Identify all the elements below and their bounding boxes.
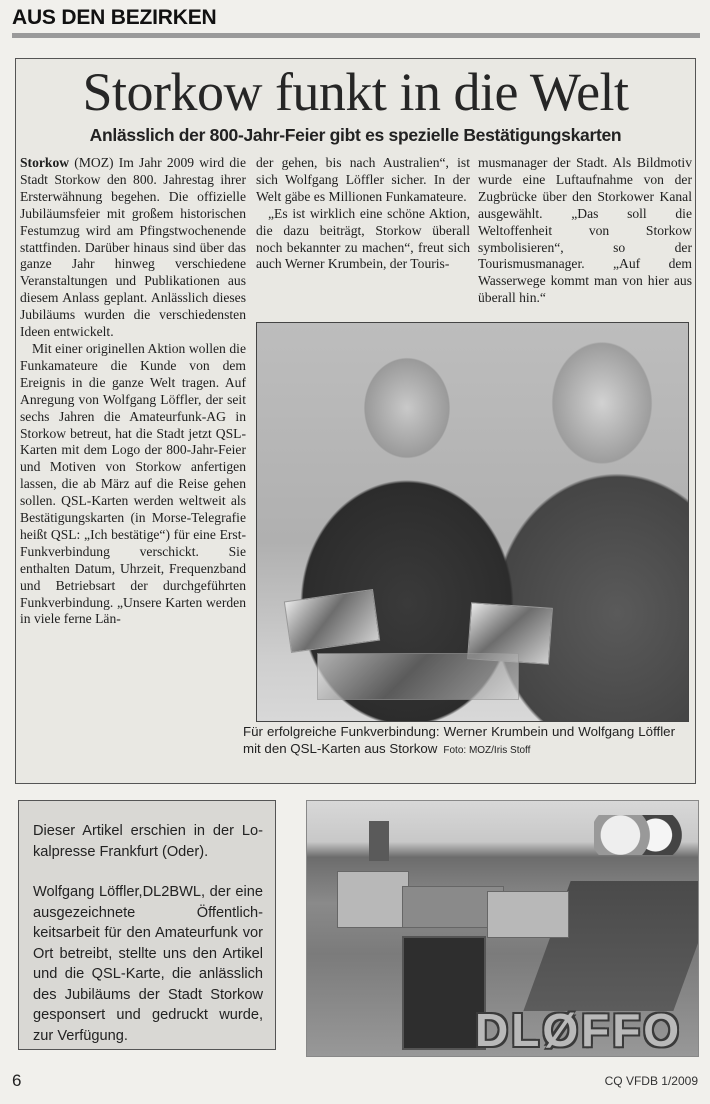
section-heading: AUS DEN BEZIRKEN bbox=[12, 6, 217, 29]
article-paragraph: der gehen, bis nach Australien“, ist sich Wolfgang Löffler sicher. In der Welt gäbe es Millionen Funkamateure. bbox=[256, 155, 470, 204]
photo-credit: Foto: MOZ/Iris Stoff bbox=[443, 745, 531, 756]
article-subheadline: Anlässlich der 800-Jahr-Feier gibt es spezielle Bestätigungskarten bbox=[89, 125, 622, 145]
drawbridge bbox=[402, 936, 486, 1050]
info-paragraph: Dieser Artikel erschien in der Lokalpresse Frankfurt (Oder). bbox=[33, 823, 263, 860]
page-number: 6 bbox=[12, 1071, 22, 1090]
caption-text: Für erfolgreiche Funkverbindung: Werner Krumbein und Wolfgang Löffler mit den QSL-Karten aus Storkow bbox=[243, 724, 675, 756]
dateline: Storkow bbox=[20, 155, 70, 170]
building bbox=[487, 891, 569, 938]
article-paragraph: Mit einer originellen Aktion wollen die Funkamateure die Kunde von dem Ereignis in die ganze Welt tragen. Auf Anregung von Wolfgang Löffler, der seit sechs Jahren die Amateurfunk-AG in Storkow betreut, hat die Stadt jetzt QSL-Karten mit dem Logo der 800-Jahr-Feier und Motiven von Storkow anfertigen lassen, die ab März auf die Reise gehen sollen. QSL-Karten werden weltweit als Bestätigungskarten (in Morse-Telegrafie heißt QSL: „Ich bestätige“) für eine Erst-Funkverbindung verschickt. Sie enthalten Datum, Uhrzeit, Frequenzband und Betriebsart der durchgeführten Funkverbindung. „Unsere Karten werden in viele ferne Län- bbox=[20, 340, 246, 627]
article-photo bbox=[256, 322, 689, 722]
article-paragraph bbox=[20, 155, 246, 341]
article-column-3 bbox=[478, 155, 692, 307]
photo-caption bbox=[243, 723, 675, 759]
journal-issue: CQ VFDB 1/2009 bbox=[604, 1074, 698, 1088]
info-paragraph: Wolfgang Löffler,DL2BWL, der eine ausgezeichnete Öffentlichkeitsarbeit für den Amateurfunk vor Ort betreibt, stellte uns den Artikel und die QSL-Karte, die anlässlich des Jubiläums der Stadt Storkow gesponsert und gedruckt wurde, zur Verfügung. bbox=[33, 884, 263, 1044]
church-tower bbox=[369, 821, 389, 861]
paragraph-text: (MOZ) Im Jahr 2009 wird die Stadt Storkow den 800. Jahrestag ihrer Ersterwähnung begehen. Die offizielle Jubiläumsfeier mit großem historischen Festumzug wird am Pfingstwochenende stattfinden. Darüber hinaus sind über das ganze Jahr hinweg verschiedene Veranstaltungen und Publikationen aus diesem Anlass geplant. Anlässlich dieses Jubiläums wurden die verschiedensten Ideen entwickelt. bbox=[20, 155, 246, 340]
article-column-1 bbox=[20, 155, 246, 628]
building bbox=[337, 871, 409, 928]
article-headline: Storkow funkt in die Welt bbox=[82, 62, 629, 122]
qsl-card-image bbox=[306, 800, 699, 1057]
info-box bbox=[18, 800, 276, 1050]
article-paragraph: musmanager der Stadt. Als Bildmotiv wurde eine Luftaufnahme von der Zugbrücke über den Storkower Kanal ausgewählt. „Das soll die Weltoffenheit von Storkow symbolisieren“, so der Tourismusmanager. „Auf dem Wasserwege kommt man von hier aus überall hin.“ bbox=[478, 155, 692, 306]
qsl-cards-on-table bbox=[317, 653, 519, 700]
section-rule bbox=[12, 33, 700, 38]
jubilee-logo-icon bbox=[594, 815, 682, 855]
article-column-2 bbox=[256, 155, 470, 273]
qsl-card-held-left bbox=[284, 589, 380, 653]
article-paragraph: „Es ist wirklich eine schöne Aktion, die dazu beiträgt, Storkow überall noch bekannter zu machen“, freut sich auch Werner Krumbein, der Touris- bbox=[256, 205, 470, 272]
callsign: DLØFFO bbox=[475, 1004, 683, 1056]
article-box bbox=[15, 58, 696, 784]
